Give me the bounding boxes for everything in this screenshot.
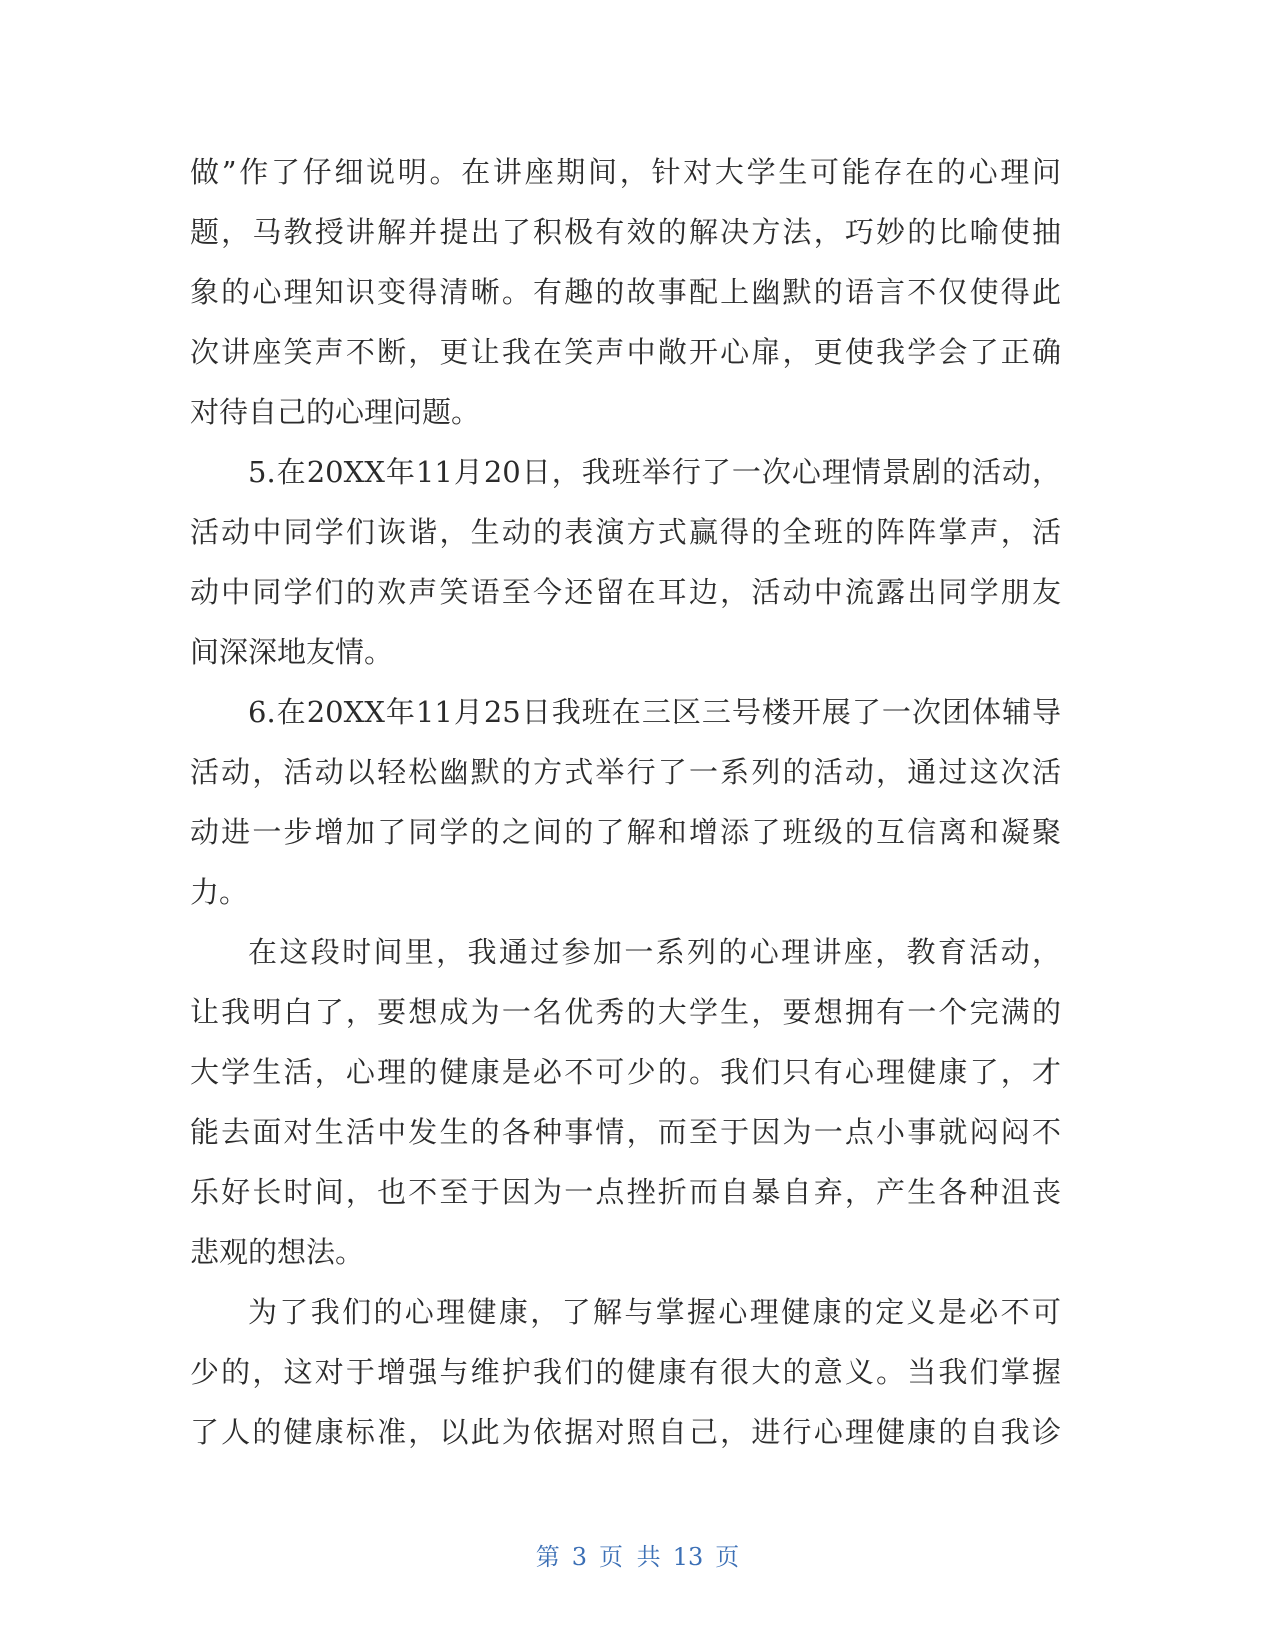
text-line: 活动，活动以轻松幽默的方式举行了一系列的活动，通过这次活 (190, 755, 1061, 789)
text-line: 对待自己的心理问题。 (190, 395, 481, 429)
paragraph (190, 1282, 1061, 1462)
page-label-prefix: 第 (535, 1543, 560, 1571)
paragraph (190, 922, 1061, 1282)
document-body (190, 142, 1061, 1462)
paragraph (190, 142, 1061, 442)
page-number-current: 3 (571, 1543, 588, 1571)
text-line: 了人的健康标准，以此为依据对照自己，进行心理健康的自我诊 (190, 1415, 1061, 1449)
text-line: 做”作了仔细说明。在讲座期间，针对大学生可能存在的心理问 (190, 155, 1061, 189)
text-line: 大学生活，心理的健康是必不可少的。我们只有心理健康了，才 (190, 1055, 1061, 1089)
text-line: 力。 (190, 875, 249, 909)
text-line: 间深深地友情。 (190, 635, 394, 669)
page-label-middle: 页 共 (599, 1543, 661, 1571)
text-line: 题，马教授讲解并提出了积极有效的解决方法，巧妙的比喻使抽 (190, 215, 1061, 249)
text-line: 象的心理知识变得清晰。有趣的故事配上幽默的语言不仅使得此 (190, 275, 1061, 309)
paragraph (190, 442, 1061, 682)
text-line: 在这段时间里，我通过参加一系列的心理讲座，教育活动， (248, 935, 1061, 969)
text-line: 次讲座笑声不断，更让我在笑声中敞开心扉，更使我学会了正确 (190, 335, 1061, 369)
page-label-suffix: 页 (715, 1543, 740, 1571)
page-footer (0, 1537, 1275, 1572)
text-line: 少的，这对于增强与维护我们的健康有很大的意义。当我们掌握 (190, 1355, 1061, 1389)
paragraph (190, 682, 1061, 922)
text-line: 让我明白了，要想成为一名优秀的大学生，要想拥有一个完满的 (190, 995, 1061, 1029)
text-line: 6.在20XX年11月25日我班在三区三号楼开展了一次团体辅导 (248, 695, 1061, 729)
text-line: 5.在20XX年11月20日，我班举行了一次心理情景剧的活动， (248, 455, 1061, 489)
text-line: 动中同学们的欢声笑语至今还留在耳边，活动中流露出同学朋友 (190, 575, 1061, 609)
text-line: 活动中同学们诙谐，生动的表演方式赢得的全班的阵阵掌声，活 (190, 515, 1061, 549)
text-line: 动进一步增加了同学的之间的了解和增添了班级的互信离和凝聚 (190, 815, 1061, 849)
text-line: 悲观的想法。 (190, 1235, 365, 1269)
text-line: 能去面对生活中发生的各种事情，而至于因为一点小事就闷闷不 (190, 1115, 1061, 1149)
text-line: 乐好长时间，也不至于因为一点挫折而自暴自弃，产生各种沮丧 (190, 1175, 1061, 1209)
text-line: 为了我们的心理健康，了解与掌握心理健康的定义是必不可 (248, 1295, 1061, 1329)
page-number-total: 13 (672, 1543, 704, 1571)
